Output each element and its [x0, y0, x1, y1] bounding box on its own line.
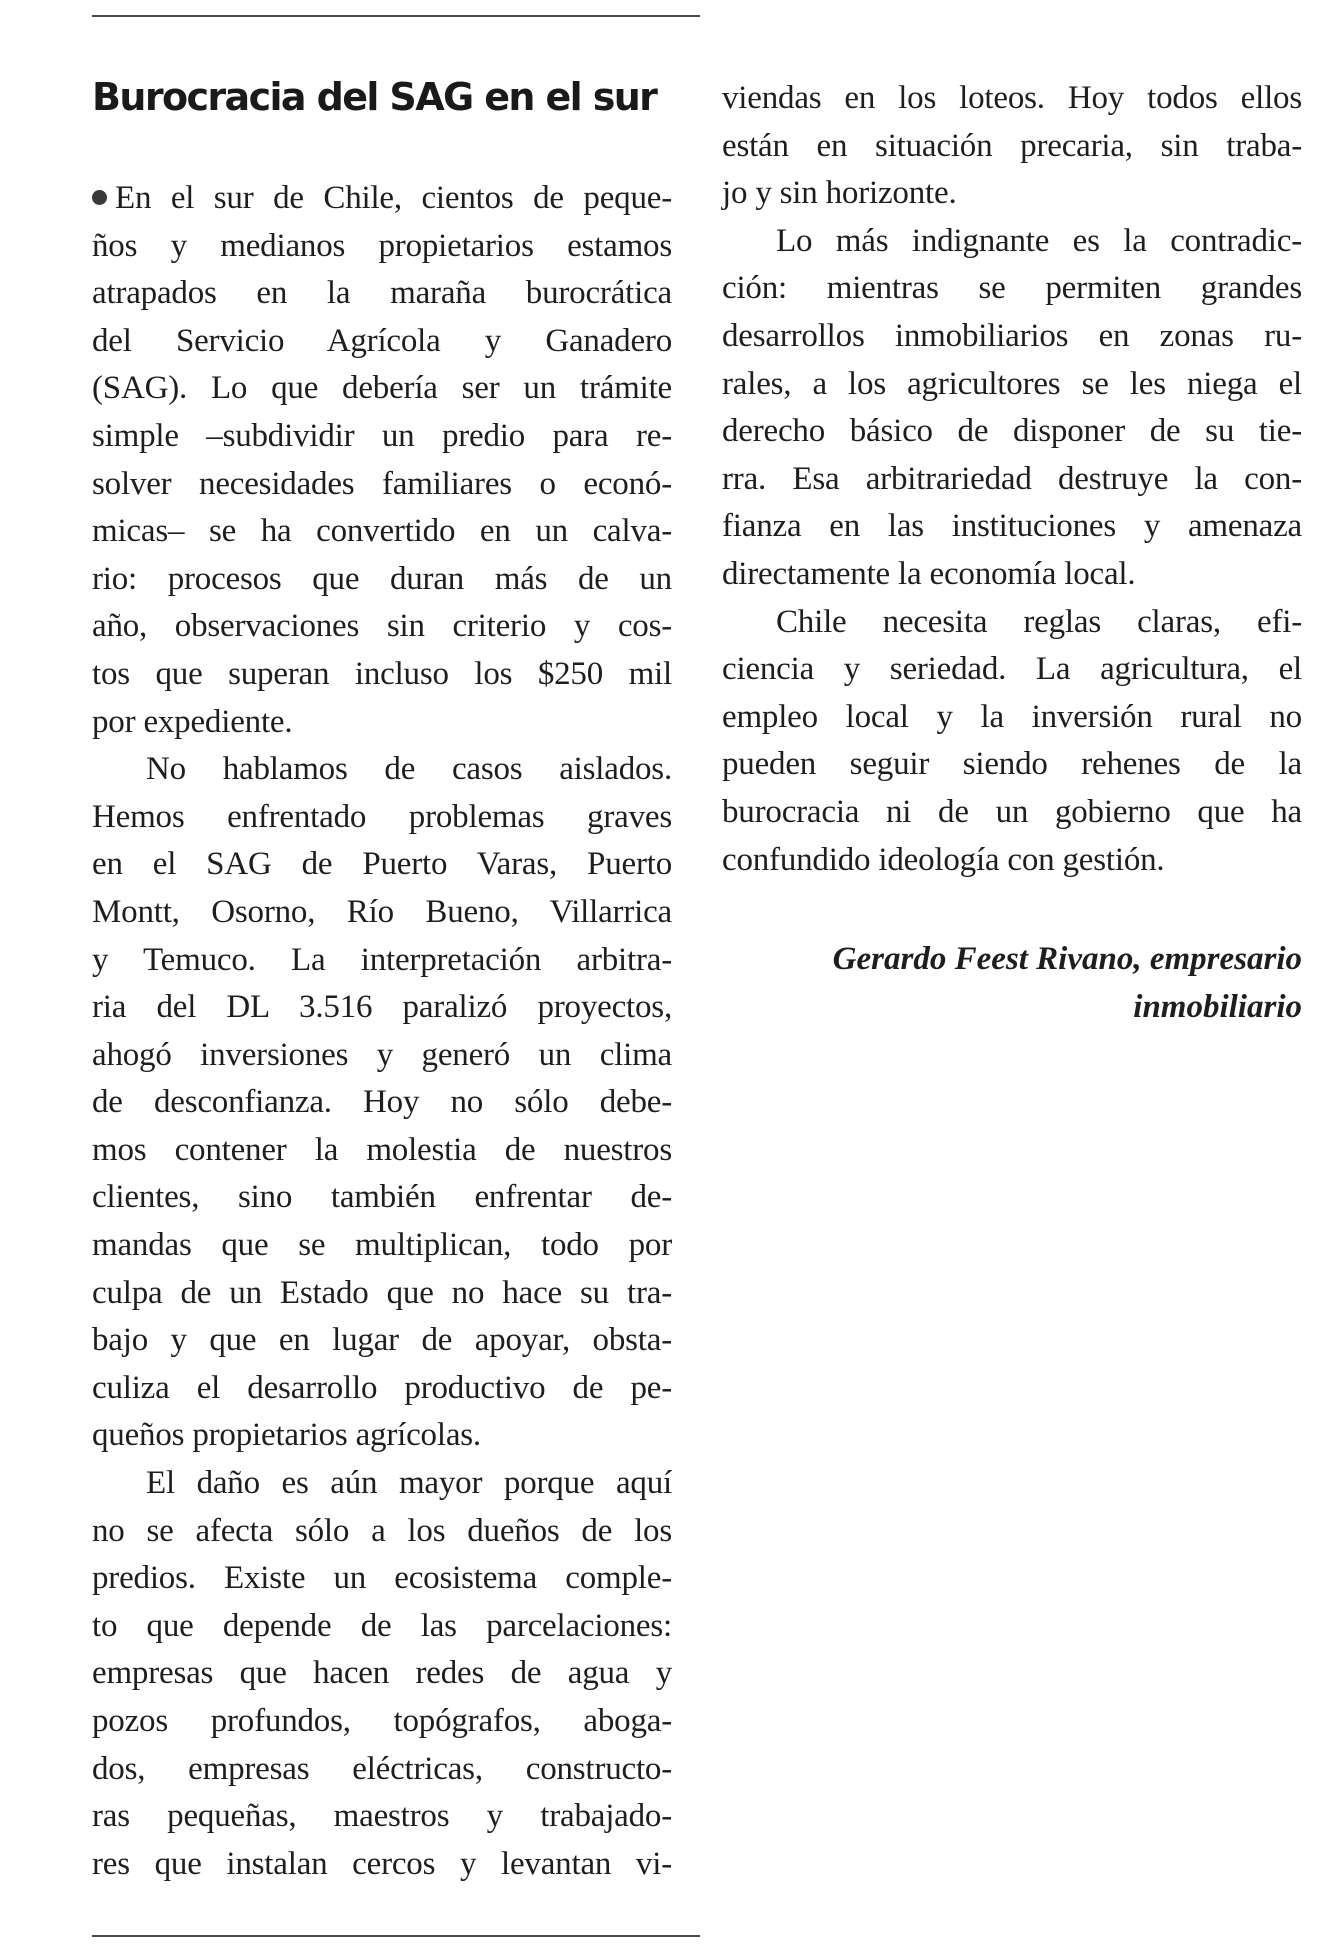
text-line: res que instalan cercos y levantan vi- — [92, 1845, 672, 1882]
text-line: derecho básico de disponer de su tie- — [722, 413, 1302, 450]
text-line: micas– se ha convertido en un calva- — [92, 513, 672, 550]
text-line: rra. Esa arbitrariedad destruye la con- — [722, 460, 1302, 497]
bottom-rule — [92, 1935, 700, 1937]
text-line: dos, empresas eléctricas, constructo- — [92, 1750, 672, 1787]
text-line: fianza en las instituciones y amenaza — [722, 508, 1302, 545]
text-line: desarrollos inmobiliarios en zonas ru- — [722, 317, 1302, 354]
text-line: están en situación precaria, sin traba- — [722, 127, 1302, 164]
top-rule — [92, 15, 700, 17]
text-line: predios. Existe un ecosistema comple- — [92, 1560, 672, 1597]
text-line: mandas que se multiplican, todo por — [92, 1227, 672, 1264]
text-line: año, observaciones sin criterio y cos- — [92, 608, 672, 645]
text-line: ños y medianos propietarios estamos — [92, 227, 672, 264]
text-line: pozos profundos, topógrafos, aboga- — [92, 1703, 672, 1739]
text-line: (SAG). Lo que debería ser un trámite — [92, 370, 672, 407]
text-line: rales, a los agricultores se les niega el — [722, 365, 1302, 402]
signature-line: Gerardo Feest Rivano, empresario — [832, 941, 1302, 977]
text-line: ahogó inversiones y generó un clima — [92, 1036, 672, 1073]
text-line: por expediente. — [92, 703, 293, 740]
text-line: ria del DL 3.516 paralizó proyectos, — [92, 989, 672, 1026]
text-line: tos que superan incluso los $250 mil — [92, 655, 672, 692]
text-line: del Servicio Agrícola y Ganadero — [92, 322, 672, 359]
article-column-right — [722, 75, 1302, 884]
article-column-left — [92, 175, 672, 1888]
text-line: rio: procesos que duran más de un — [92, 560, 672, 597]
text-line: pueden seguir siendo rehenes de la — [722, 746, 1302, 783]
text-line: culiza el desarrollo productivo de pe- — [92, 1369, 672, 1406]
text-line: Hemos enfrentado problemas graves — [92, 798, 672, 835]
text-line: burocracia ni de un gobierno que ha — [722, 793, 1302, 830]
text-line: en el SAG de Puerto Varas, Puerto — [92, 846, 672, 883]
text-line: to que depende de las parcelaciones: — [92, 1607, 672, 1644]
text-line: y Temuco. La interpretación arbitra- — [92, 941, 672, 978]
text-line: No hablamos de casos aislados. — [146, 751, 672, 788]
text-line: de desconfianza. Hoy no sólo debe- — [92, 1084, 672, 1121]
bullet-icon — [92, 190, 107, 205]
text-line: ción: mientras se permiten grandes — [722, 270, 1302, 307]
article-title: Burocracia del SAG en el sur — [92, 75, 657, 119]
text-line: ciencia y seriedad. La agricultura, el — [722, 651, 1302, 688]
text-line: El daño es aún mayor porque aquí — [146, 1465, 672, 1502]
text-line: simple –subdividir un predio para re- — [92, 417, 672, 454]
text-line: Chile necesita reglas claras, efi- — [776, 603, 1302, 640]
text-line: Lo más indignante es la contradic- — [776, 222, 1302, 259]
text-line: culpa de un Estado que no hace su tra- — [92, 1274, 672, 1311]
text-line: bajo y que en lugar de apoyar, obsta- — [92, 1322, 672, 1359]
text-line: directamente la economía local. — [722, 555, 1136, 592]
text-line: solver necesidades familiares o econó- — [92, 465, 672, 502]
text-line: En el sur de Chile, cientos de peque- — [92, 175, 672, 223]
text-line: empleo local y la inversión rural no — [722, 698, 1302, 735]
text-line: ras pequeñas, maestros y trabajado- — [92, 1798, 672, 1835]
text-line: no se afecta sólo a los dueños de los — [92, 1512, 672, 1549]
text-line: mos contener la molestia de nuestros — [92, 1131, 672, 1168]
text-line: clientes, sino también enfrentar de- — [92, 1179, 672, 1216]
author-signature — [722, 935, 1302, 1031]
text-line: viendas en los loteos. Hoy todos ellos — [722, 80, 1302, 116]
signature-line: inmobiliario — [1133, 989, 1302, 1025]
text-line: queños propietarios agrícolas. — [92, 1417, 481, 1454]
text-line: confundido ideología con gestión. — [722, 841, 1165, 878]
text-line: Montt, Osorno, Río Bueno, Villarrica — [92, 893, 672, 930]
text-line: atrapados en la maraña burocrática — [92, 275, 672, 312]
text-line: empresas que hacen redes de agua y — [92, 1655, 672, 1692]
text-line: jo y sin horizonte. — [722, 175, 957, 212]
